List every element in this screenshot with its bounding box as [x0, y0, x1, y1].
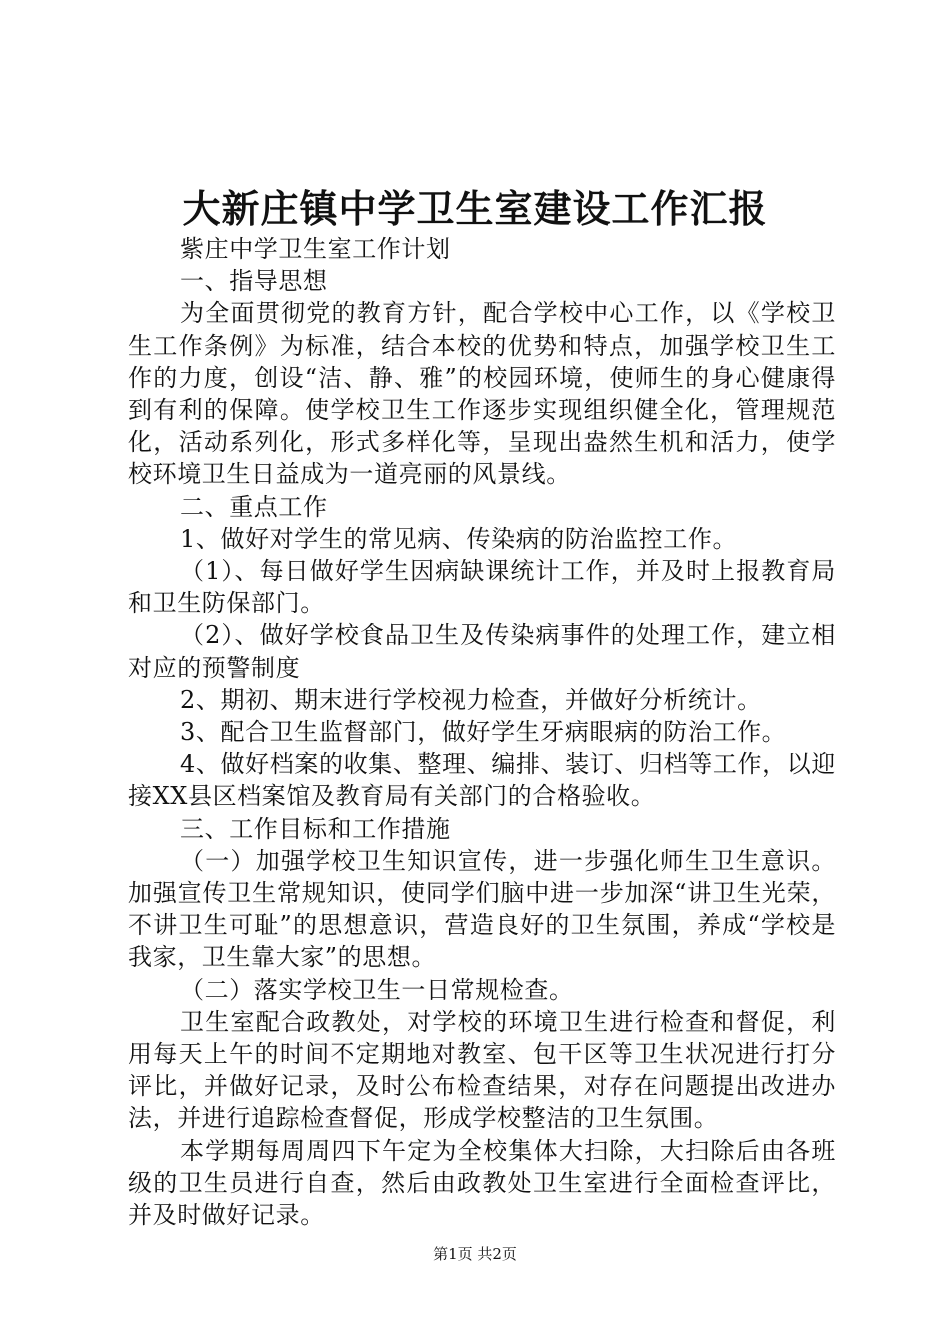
paragraph: 1、做好对学生的常见病、传染病的防治监控工作。 [180, 524, 738, 553]
section-heading-guiding-thought: 一、指导思想 [180, 267, 328, 296]
paragraph: 4、做好档案的收集、整理、编排、装订、归档等工作，以迎接XX县区档案馆及教育局有关部门的合格验收。 [128, 750, 836, 811]
paragraph: （二）落实学校卫生一日常规检查。 [180, 975, 574, 1004]
paragraph: 卫生室配合政教处，对学校的环境卫生进行检查和督促，利用每天上午的时间不定期地对教室、包干区等卫生状况进行打分评比，并做好记录，及时公布检查结果，对存在问题提出改进办法，并进行追踪检查督促，形成学校整洁的卫生氛围。 [128, 1007, 836, 1133]
paragraph: 为全面贯彻党的教育方针，配合学校中心工作，以《学校卫生工作条例》为标准，结合本校的优势和特点，加强学校卫生工作的力度，创设“洁、静、雅”的校园环境，使师生的身心健康得到有利的保障。使学校卫生工作逐步实现组织健全化，管理规范化，活动系列化，形式多样化等，呈现出盎然生机和活力，使学校环境卫生日益成为一道亮丽的风景线。 [128, 299, 836, 489]
document-body [128, 233, 836, 1231]
paragraph: 3、配合卫生监督部门，做好学生牙病眼病的防治工作。 [180, 718, 787, 747]
document-title: 大新庄镇中学卫生室建设工作汇报 [182, 186, 768, 231]
page-footer: 第1页 共2页 [433, 1245, 517, 1263]
section-heading-goals-measures: 三、工作目标和工作措施 [180, 814, 451, 843]
paragraph: 2、期初、期末进行学校视力检查，并做好分析统计。 [180, 685, 762, 714]
paragraph: （2）、做好学校食品卫生及传染病事件的处理工作，建立相对应的预警制度 [128, 621, 836, 682]
subtitle: 紫庄中学卫生室工作计划 [180, 235, 451, 263]
paragraph: （一）加强学校卫生知识宣传，进一步强化师生卫生意识。加强宣传卫生常规知识，使同学们脑中进一步加深“讲卫生光荣，不讲卫生可耻”的思想意识，营造良好的卫生氛围，养成“学校是我家，卫生靠大家”的思想。 [128, 846, 836, 972]
section-heading-key-work: 二、重点工作 [180, 492, 328, 521]
paragraph: （1）、每日做好学生因病缺课统计工作，并及时上报教育局和卫生防保部门。 [128, 557, 836, 618]
paragraph: 本学期每周周四下午定为全校集体大扫除，大扫除后由各班级的卫生员进行自查，然后由政教处卫生室进行全面检查评比，并及时做好记录。 [128, 1136, 836, 1230]
